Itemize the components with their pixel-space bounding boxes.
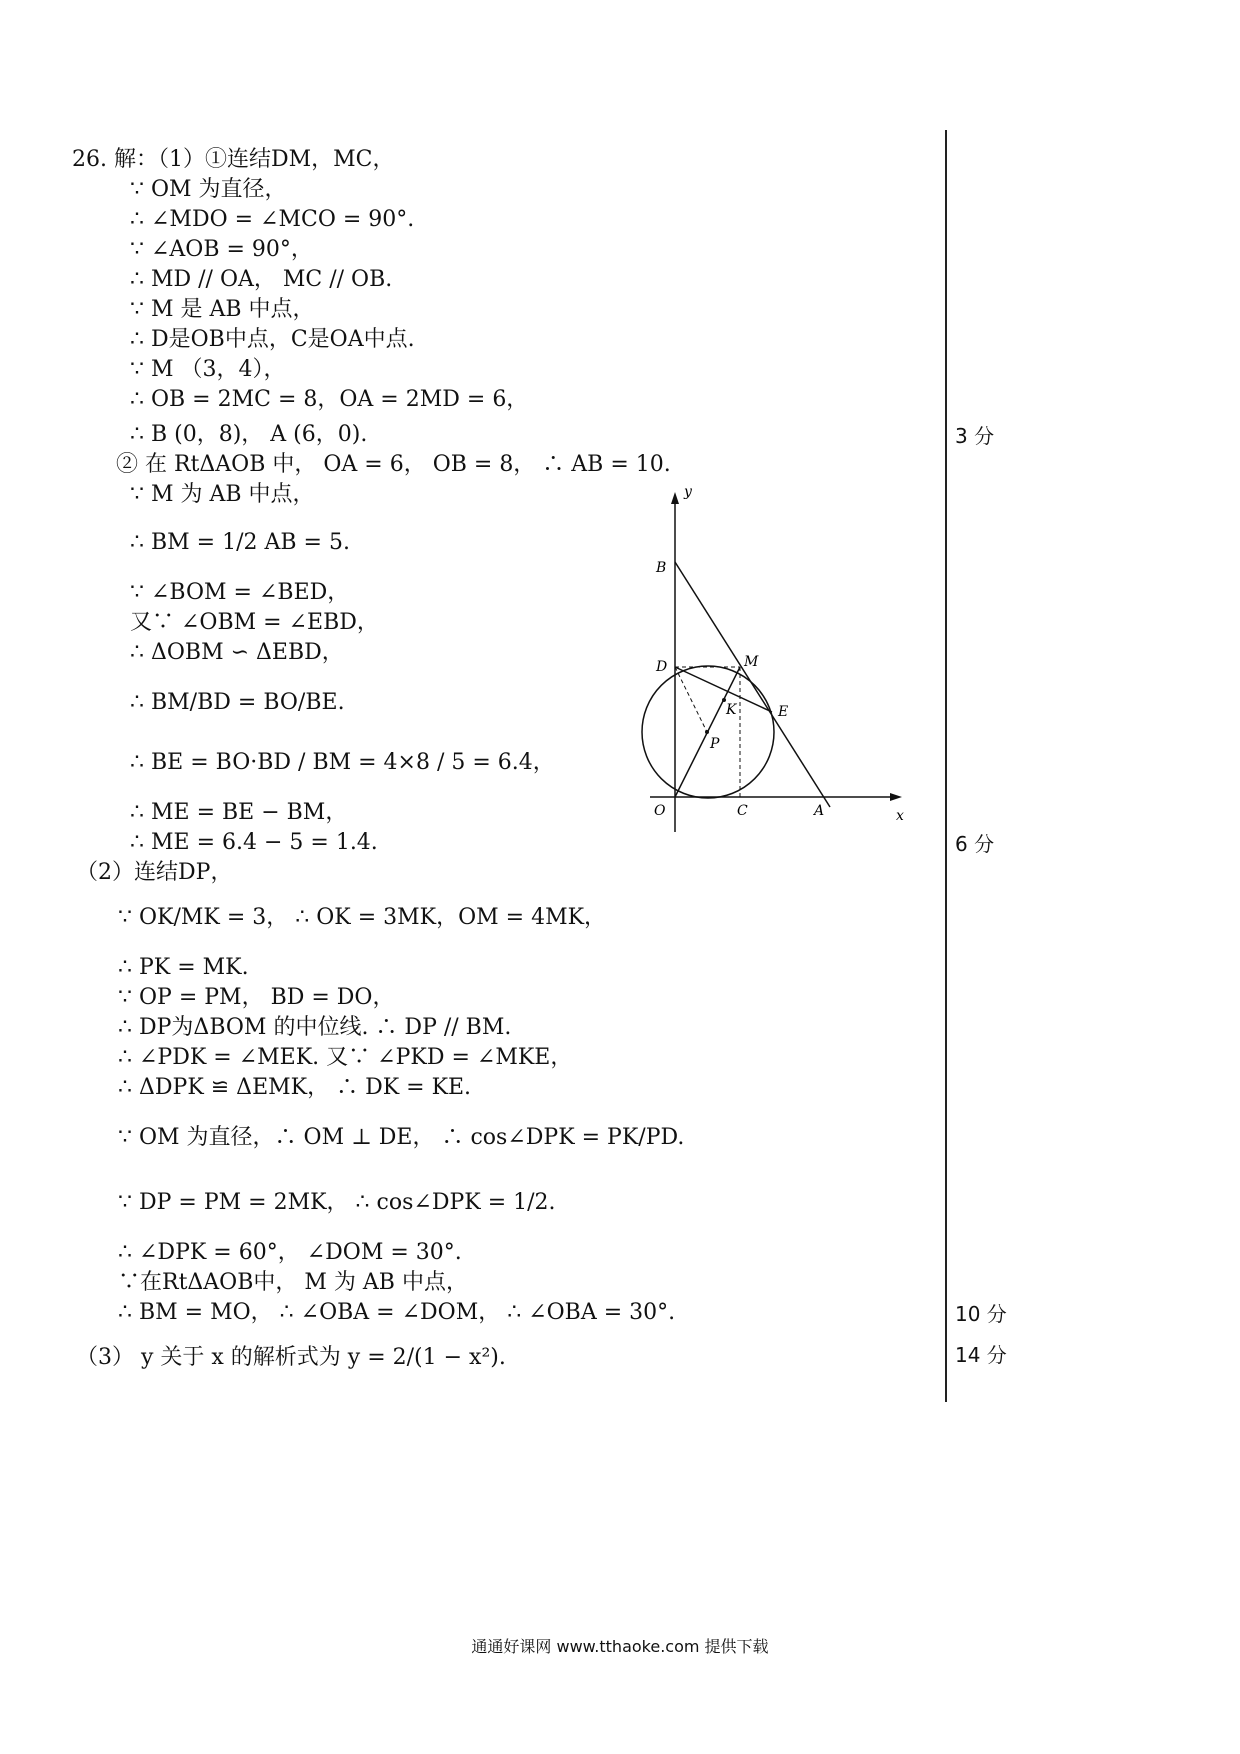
label-p: P [710, 736, 720, 752]
solution-line: ∴ ΔDPK ≌ ΔEMK， ∴ DK = KE. [118, 1075, 472, 1100]
solution-line: ∴ BM = MO， ∴ ∠OBA = ∠DOM， ∴ ∠OBA = 30°. [118, 1300, 676, 1325]
solution-line: ∵ OK/MK = 3， ∴ OK = 3MK，OM = 4MK， [118, 905, 607, 930]
label-x: x [896, 808, 904, 824]
solution-line: ∴ ∠PDK = ∠MEK. 又∵ ∠PKD = ∠MKE， [118, 1045, 573, 1070]
label-m: M [744, 654, 759, 670]
solution-line: ∵ M 为 AB 中点， [130, 482, 315, 507]
solution-line: ∴ BM = 1/2 AB = 5. [130, 530, 350, 555]
point-p [705, 730, 709, 734]
label-a: A [814, 803, 825, 819]
score-mark: 14 分 [955, 1343, 1007, 1367]
solution-line: ② 在 RtΔAOB 中， OA = 6， OB = 8， ∴ AB = 10. [116, 452, 671, 477]
solution-line: ∴ ME = BE − BM， [130, 800, 348, 825]
label-k: K [726, 702, 737, 718]
label-d: D [656, 659, 668, 675]
solution-line: ∵ M 是 AB 中点， [130, 297, 315, 322]
solution-line: ∴ PK = MK. [118, 955, 249, 980]
line-ab [675, 562, 830, 807]
part3-solution: （3） y 关于 x 的解析式为 y = 2/(1 − x²). [76, 1345, 506, 1370]
solution-line: ∴ ΔOBM ∽ ΔEBD， [130, 640, 344, 665]
solution-line: ∴ D是OB中点，C是OA中点. [130, 327, 415, 352]
solution-line: ∵ ∠BOM = ∠BED， [130, 580, 350, 605]
segment-de [675, 667, 772, 712]
label-e: E [778, 704, 789, 720]
solution-line: ∵ OM 为直径， [130, 177, 287, 202]
label-y: y [684, 484, 692, 500]
score-mark: 3 分 [955, 424, 995, 448]
solution-line: ∴ BM/BD = BO/BE. [130, 690, 345, 715]
solution-line: ∵ OM 为直径，∴ OM ⊥ DE， ∴ cos∠DPK = PK/PD. [118, 1125, 685, 1150]
segment-dp [675, 667, 707, 732]
x-axis-arrow-icon [890, 793, 902, 801]
solution-line: ∴ DP为ΔBOM 的中位线. ∴ DP // BM. [118, 1015, 512, 1040]
solution-line: ∴ BE = BO·BD / BM = 4×8 / 5 = 6.4， [130, 750, 555, 775]
solution-line: ∴ OB = 2MC = 8，OA = 2MD = 6， [130, 387, 529, 412]
footer-source: 通通好课网 www.tthaoke.com 提供下载 [471, 1637, 769, 1656]
solution-line: （2）连结DP， [76, 860, 233, 885]
solution-line: ∵ DP = PM = 2MK， ∴ cos∠DPK = 1/2. [118, 1190, 556, 1215]
solution-line: ∴ ME = 6.4 − 5 = 1.4. [130, 830, 378, 855]
score-column-rule [945, 130, 947, 1402]
solution-line: ∵ OP = PM， BD = DO， [118, 985, 395, 1010]
y-axis-arrow-icon [671, 492, 679, 504]
solution-line: ∴ ∠MDO = ∠MCO = 90°. [130, 207, 415, 232]
solution-line: ∴ ∠DPK = 60°， ∠DOM = 30°. [118, 1240, 462, 1265]
solution-line: ∵ M （3，4）， [130, 357, 286, 382]
label-c: C [737, 803, 748, 819]
score-mark: 6 分 [955, 832, 995, 856]
solution-line: ∴ MD // OA， MC // OB. [130, 267, 393, 292]
solution-line: 26. 解：（1）①连结DM，MC， [72, 147, 395, 172]
solution-line: ∵ ∠AOB = 90°， [130, 237, 313, 262]
solution-line: 又∵ ∠OBM = ∠EBD， [130, 610, 379, 635]
geometry-diagram [640, 482, 910, 842]
label-o: O [654, 803, 666, 819]
solution-line: ∵在RtΔAOB中， M 为 AB 中点， [118, 1270, 468, 1295]
solution-line: ∴ B (0，8)， A (6，0). [130, 422, 368, 447]
score-mark: 10 分 [955, 1302, 1007, 1326]
label-b: B [656, 560, 667, 576]
